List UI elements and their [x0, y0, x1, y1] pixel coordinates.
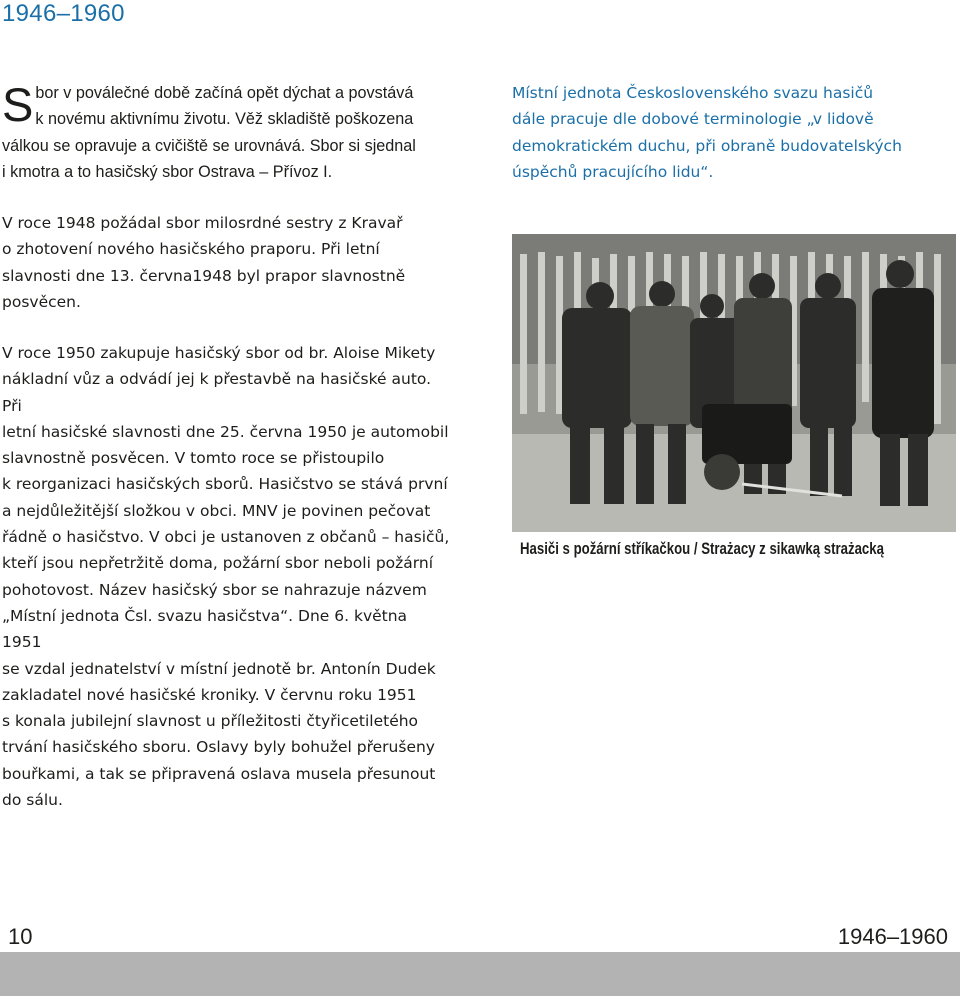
page-header-title: 1946–1960: [2, 0, 125, 27]
paragraph-1950: V roce 1950 zakupuje hasičský sbor od br. Aloise Mikety nákladní vůz a odvádí jej k přestavbě na hasičské auto. Při letní hasičské slavnosti dne 25. června 1950 je automobil slavnostně posvěcen. V tomto roce se přistoupilo k reorganizaci hasičských sborů. Hasičstvo se stává první a nejdůležitější složkou v obci. MNV je povinen pečovat řádně o hasičstvo. V obci je ustanoven z občanů – hasičů, kteří jsou nepřetržitě doma, požární sbor neboli požární pohotovost. Název hasičský sbor se nahrazuje názvem „Místní jednota Čsl. svazu hasičstva“. Dne 6. května 1951 se vzdal jednatelství v místní jednotě br. Antonín Dudek zakladatel nové hasičské kroniky. V červnu roku 1951 s konala jubilejní slavnost u příležitosti čtyřicetiletého trvání hasičského sboru. Oslavy byly bohužel přerušeny bouřkami, a tak se připravená oslava musela přesunout do sálu.: [2, 344, 450, 810]
paragraph-highlight: Místní jednota Československého svazu hasičů dále pracuje dle dobové terminologie „v lidově demokratickém duchu, při obraně budovatelských úspěchů pracujícího lidu“.: [512, 84, 902, 181]
photo-caption: Hasiči s požární stříkačkou / Strażacy z sikawką strażacką: [520, 540, 884, 558]
footer-period: 1946–1960: [837, 924, 948, 949]
historic-photo: [512, 234, 956, 532]
paragraph-intro-text: bor v poválečné době začíná opět dýchat a povstává k novému aktivnímu životu. Věž skladiště poškozena válkou se opravuje a cvičiště se urovnává. Sbor si sjednal i kmotra a to hasičský sbor Ostrava – Přívoz I.: [2, 84, 416, 181]
paragraph-intro: [2, 80, 450, 185]
footer-band: [0, 952, 960, 996]
paragraph-1948: V roce 1948 požádal sbor milosrdné sestry z Kravař o zhotovení nového hasičského praporu. Při letní slavnosti dne 13. června1948 byl prapor slavnostně posvěcen.: [2, 214, 406, 311]
page-number: 10: [8, 924, 33, 949]
drop-cap: S: [2, 78, 34, 131]
